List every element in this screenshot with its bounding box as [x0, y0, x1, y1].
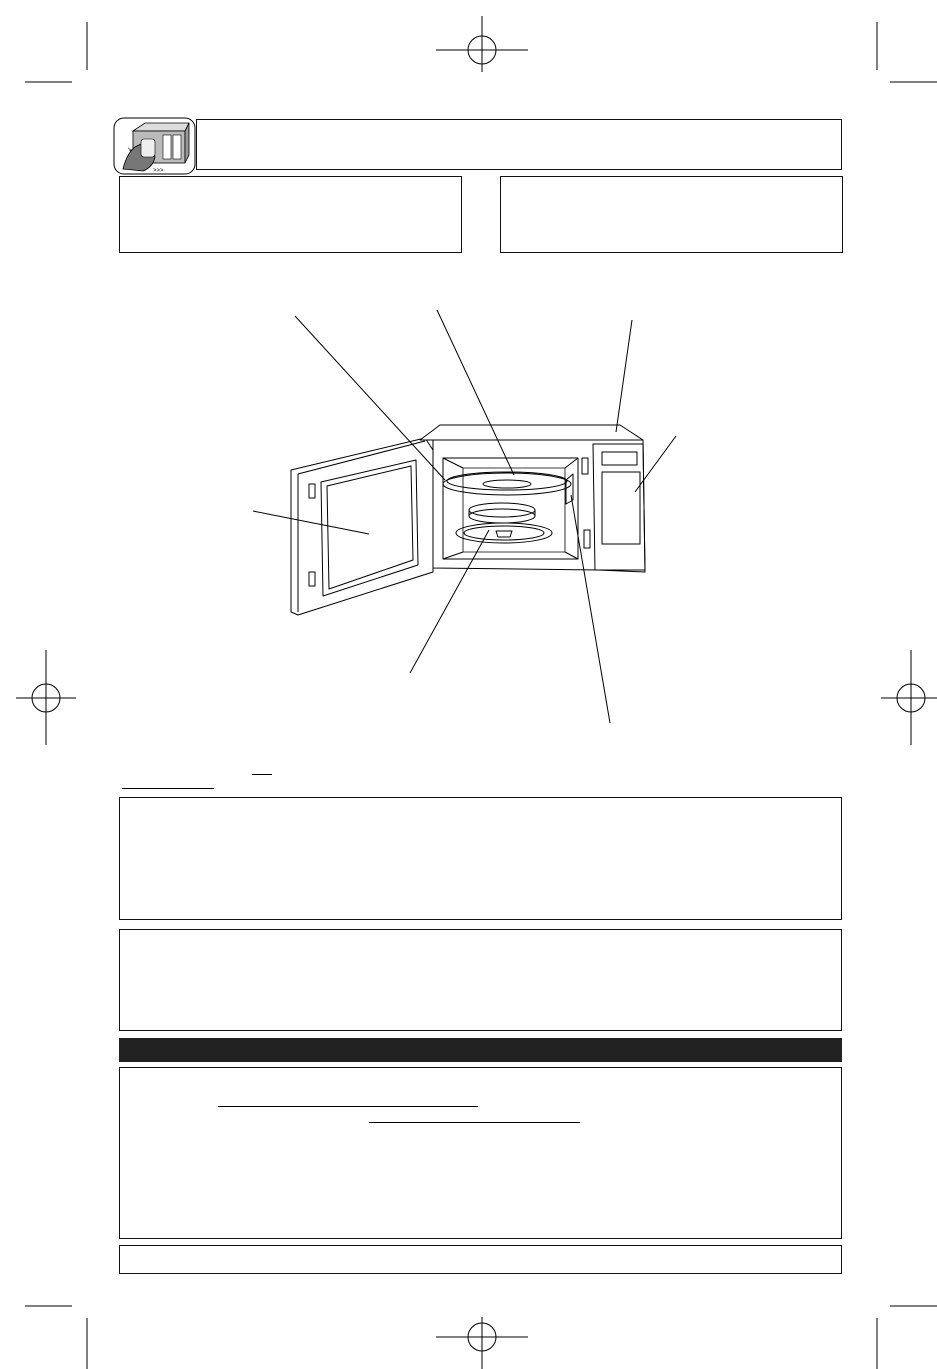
underline-left [122, 788, 214, 789]
content-box-3 [119, 1067, 842, 1239]
underline-small [252, 774, 272, 775]
footer-box [119, 1245, 842, 1274]
underline-b [369, 1122, 580, 1123]
section-header-bar [119, 1038, 842, 1062]
registration-crosshair-left [16, 650, 76, 745]
info-box-right [500, 176, 843, 253]
registration-crosshair-bottom [436, 1317, 528, 1369]
registration-crosshair-right [881, 650, 937, 745]
svg-text:>>>: >>> [153, 168, 164, 174]
info-box-left [119, 176, 462, 253]
header-bar [196, 119, 842, 170]
content-box-2 [119, 929, 842, 1031]
underline-a [218, 1106, 478, 1107]
svg-text:↘: ↘ [127, 147, 133, 153]
oven-hand-icon [113, 117, 196, 175]
content-box-1 [119, 797, 842, 920]
registration-crosshair-top [436, 16, 528, 72]
